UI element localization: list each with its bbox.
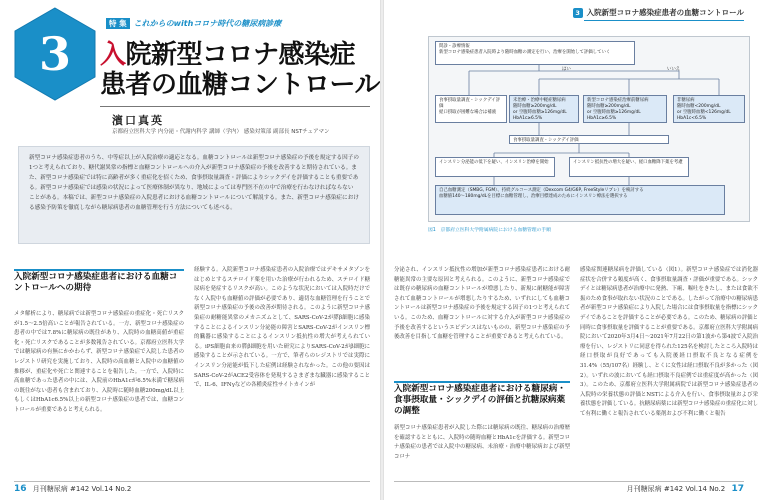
section-heading-2: 入院新型コロナ感染症患者における糖尿病・食事摂取量・シックデイの評価と抗糖尿病薬の調整 [394, 384, 570, 417]
running-head-number: 3 [573, 8, 583, 18]
footer-left [14, 484, 131, 494]
flow-box-untreated-dm: 未治療・治療中軽症糖尿病 随時血糖≥200mg/dL or 空腹時血糖≥126mg/dL HbA1c≥6.5% [509, 95, 579, 123]
footer-right [627, 484, 744, 494]
series-title: これからのwithコロナ時代の糖尿病診療 [133, 19, 282, 28]
flow-label-no: いいえ [667, 67, 681, 72]
author-affiliation: 京都府立医科大学 内分泌・代謝内科学 講師（学内） 感染対策部 副部長 NSTチェアマン [112, 129, 330, 135]
series-badge: 特 集 [106, 18, 130, 29]
left-page [0, 0, 380, 500]
chapter-number-hexagon [12, 6, 98, 102]
flow-box-sickday: 食事摂取量調査・シックデイ評価 経口摂取が困難な場合は補液 [435, 95, 507, 123]
title-divider [100, 106, 370, 107]
flow-box-oral: インスリン抵抗性の増大を疑い、経口血糖降下薬を考慮 [569, 157, 689, 177]
section-heading-1: 入院新型コロナ感染症患者における血糖コントロールへの期待 [14, 272, 184, 294]
abstract-box: 新型コロナ感染症患者のうち、中等症以上が入院治療の適応となる。血糖コントロールは新型コロナ感染症の予後を規定する因子の1つと考えられており、糖代謝異常の指標と血糖コントロールへの介入が新型コロナ感染症の予後を改善すると期待されている。また、新型コロナ感染症では特に高齢者が多く重症化を招くため、食事摂取量調査・評価によりシックデイを評価することも重要である。新型コロナ感染症では感染の状況によって医療体制が異なり、地域によっては専門医不在の中で治療を行わなければならないことがある。本稿では、新型コロナ感染症の入院患者における血糖コントロールについて解説する。また、新型コロナ感染症における感染予防策を徹底しながら糖尿病患者の血糖管理を行う方法についても述べる。 [18, 146, 370, 244]
footer-rule [394, 481, 744, 482]
flow-box-monitoring: 自己血糖測定（SMBG, FGM）、持続グルコース測定（Dexcom G4/G6P, FreeStyleリブレ）を検討する 血糖値140〜180mg/dLを目標に血糖管理し、治療目標達成のためにインスリン療法を選択する [435, 185, 725, 215]
body-column-2 [194, 266, 370, 391]
flow-box-insulin: インスリン分泌能の低下を疑い、インスリン治療を開始 [435, 157, 555, 177]
article-title [100, 40, 380, 100]
running-head-title: 入院新型コロナ感染症患者の血糖コントロール [586, 8, 744, 17]
journal-name: 月刊糖尿病 #142 [626, 485, 684, 493]
chapter-number: 3 [38, 27, 72, 81]
running-head [573, 7, 744, 18]
flow-box-non-dm: 非糖尿病 随時血糖<200mg/dL or 空腹時血糖<126mg/dL HbA1c<6.5% [673, 95, 745, 123]
title-line1: 院新型コロナ感染症 [125, 40, 356, 70]
page-number: 16 [14, 484, 27, 494]
title-line2: 患者の血糖コントロール [100, 70, 380, 100]
running-head-rule [584, 20, 744, 21]
series-label [106, 18, 281, 29]
body-paragraph: 分泌され、インスリン抵抗性の増加が新型コロナ感染症患者における耐糖能異常の主要な原因と考えられる。このように、新型コロナ感染症では既存の糖尿病の血糖コントロールが増悪したり、新規に耐糖能が障害されて血糖コントロールが増悪したりするため、いずれにしても血糖コントロールは新型コロナ感染症の予後を規定する因子の1つと考えられている。このため、血糖コントロールに対する介入が新型コロナ感染症の予後を改善するというエビデンスはないものの、新型コロナ感染症の予後改善を目指して血糖を管理することが重要であると考えられている。 [394, 267, 570, 341]
flow-box-eval: 食事摂取量調査・シックデイ評価 [509, 135, 669, 144]
flow-label-yes: はい [562, 67, 571, 72]
footer-rule [14, 481, 370, 482]
journal-name: 月刊糖尿病 #142 [32, 485, 90, 493]
body-paragraph: 新型コロナ感染症患者が入院した際には糖尿病の既往、糖尿病の治療歴を確認するとともに、入院時の随時血糖とHbA1cを評価する。新型コロナ感染症の患者では入院中の糖尿病、未治療・治療中糖尿病および新型コロナ [394, 425, 570, 460]
journal-volume: Vol.14 No.2 [685, 485, 726, 493]
body-paragraph: 感染症関連糖尿病を評価している（図1）。新型コロナ感染症では消化器症状を合併する頻度が高く、食事摂取量調査・評価が重要である。シックデイとは糖尿病患者が治療中に発熱、下痢、嘔吐をきたし、または食欲不振のため食事が取れない状況のことである。したがって治療中の糖尿病患者が新型コロナ感染症により入院した場合には食事摂取量を指標にシックデイであることを評価することが必要である。このため、糖尿病の評価と同時に食事摂取量を評価することが重要である。京都府立医科大学附属病院において2020年3月4日〜2021年7月22日の第1波から第4波で入院治療を行い、レジストリに同意を得られた125名を検討したところ入院時は経口摂取が良好であっても入院後経口摂取不良となる症例を31.4%（55/107名）経験し、とくに女性は経口摂取不良が多かった（図2）。いずれの波においても経口摂取不良症例では重症度が高かった（図3）。このため、京都府立医科大学附属病院では新型コロナ感染症患者の入院時の栄養状態の評価とNSTによる介入を行い、食事摂取量および栄養状態を評価している。抗糖尿病薬には新型コロナ感染症の重症化に対して有利に働くと報告されている薬剤および不利に働くと報告 [580, 267, 758, 417]
body-column-3 [394, 266, 570, 343]
flow-box-covid-dm: 新型コロナ感染症治療前糖尿病 随時血糖≥200mg/dL or 空腹時血糖≥126mg/dL HbA1c≥6.5% [583, 95, 667, 123]
right-page [384, 0, 764, 500]
flowchart-figure [428, 36, 750, 222]
body-column-1 [14, 310, 184, 416]
author-name: 濱口真英 [112, 114, 164, 127]
page-number: 17 [731, 484, 744, 494]
body-column-3b [394, 424, 570, 462]
flow-box-intake: 問診・診療情報 新型コロナ感染症患者入院時より随時血糖の測定を行い、治療を開始して評価していく [435, 41, 635, 65]
journal-volume: Vol.14 No.2 [91, 485, 132, 493]
body-paragraph: メタ解析により、糖尿病では新型コロナ感染症の重症化・死亡リスクが1.5〜2.5倍高いことが報告されている。一方、新型コロナ感染症の患者の中では7.8%に糖尿病の既往があり、入院時の血糖高値が重症化・死亡リスクであることが多数報告されている。京都府立医科大学では糖尿病の有無にかかわらず、新型コロナ感染症で入院した患者のレジストリ研究を実施しており、入院時の高血糖と入院中の血糖値の推移が、重症化や死亡と関連することを報告した。一方で、入院時に高血糖であった患者の中には、入院前のHbA1cが6.5%未満で糖尿病の既往がない患者も含まれており、入院時に随時血糖200mg/dL以上もしくはHbA1c6.5%以上の新型コロナ感染症の患者では、血糖コントロールが重要であると考えられる。 [14, 311, 184, 413]
title-first-char: 入 [100, 40, 126, 70]
body-column-4 [580, 266, 758, 420]
body-paragraph: 経験する。入院新型コロナ感染症患者の入院治療ではデキサメタゾンをはじめとするステロイド薬を用いた治療が行われるため、ステロイド糖尿病を発症するリスクが高い。このような状況においては入院時だけでなく入院中も血糖値の評価が必要であり、適切な血糖管理を行うことで新型コロナ感染症の予後の改善が期待される。このように新型コロナ感染症の耐糖能異常のメカニズムとして、SARS-CoV-2が膵β細胞に感染することによるインスリン分泌能の障害とSARS-CoV-2がインスリン標的臓器に感染することによるインスリン抵抗性の増大が考えられている。iPS細胞由来の膵β細胞を用いた研究によりSARS-CoV-2がβ細胞に感染することが示されている。一方で、筆者らのレジストリでは実際にインスリン分泌能が低下した症例は経験されなかった。この他の要因はSARS-CoV-2がACE2受容体を発現するさまざまな臓器に感染することで、IL-6、IFNγなどの各種炎症性サイトカインが [194, 267, 370, 389]
figure-caption: 図1 京都府立医科大学附属病院における血糖管理の手順 [428, 228, 551, 233]
